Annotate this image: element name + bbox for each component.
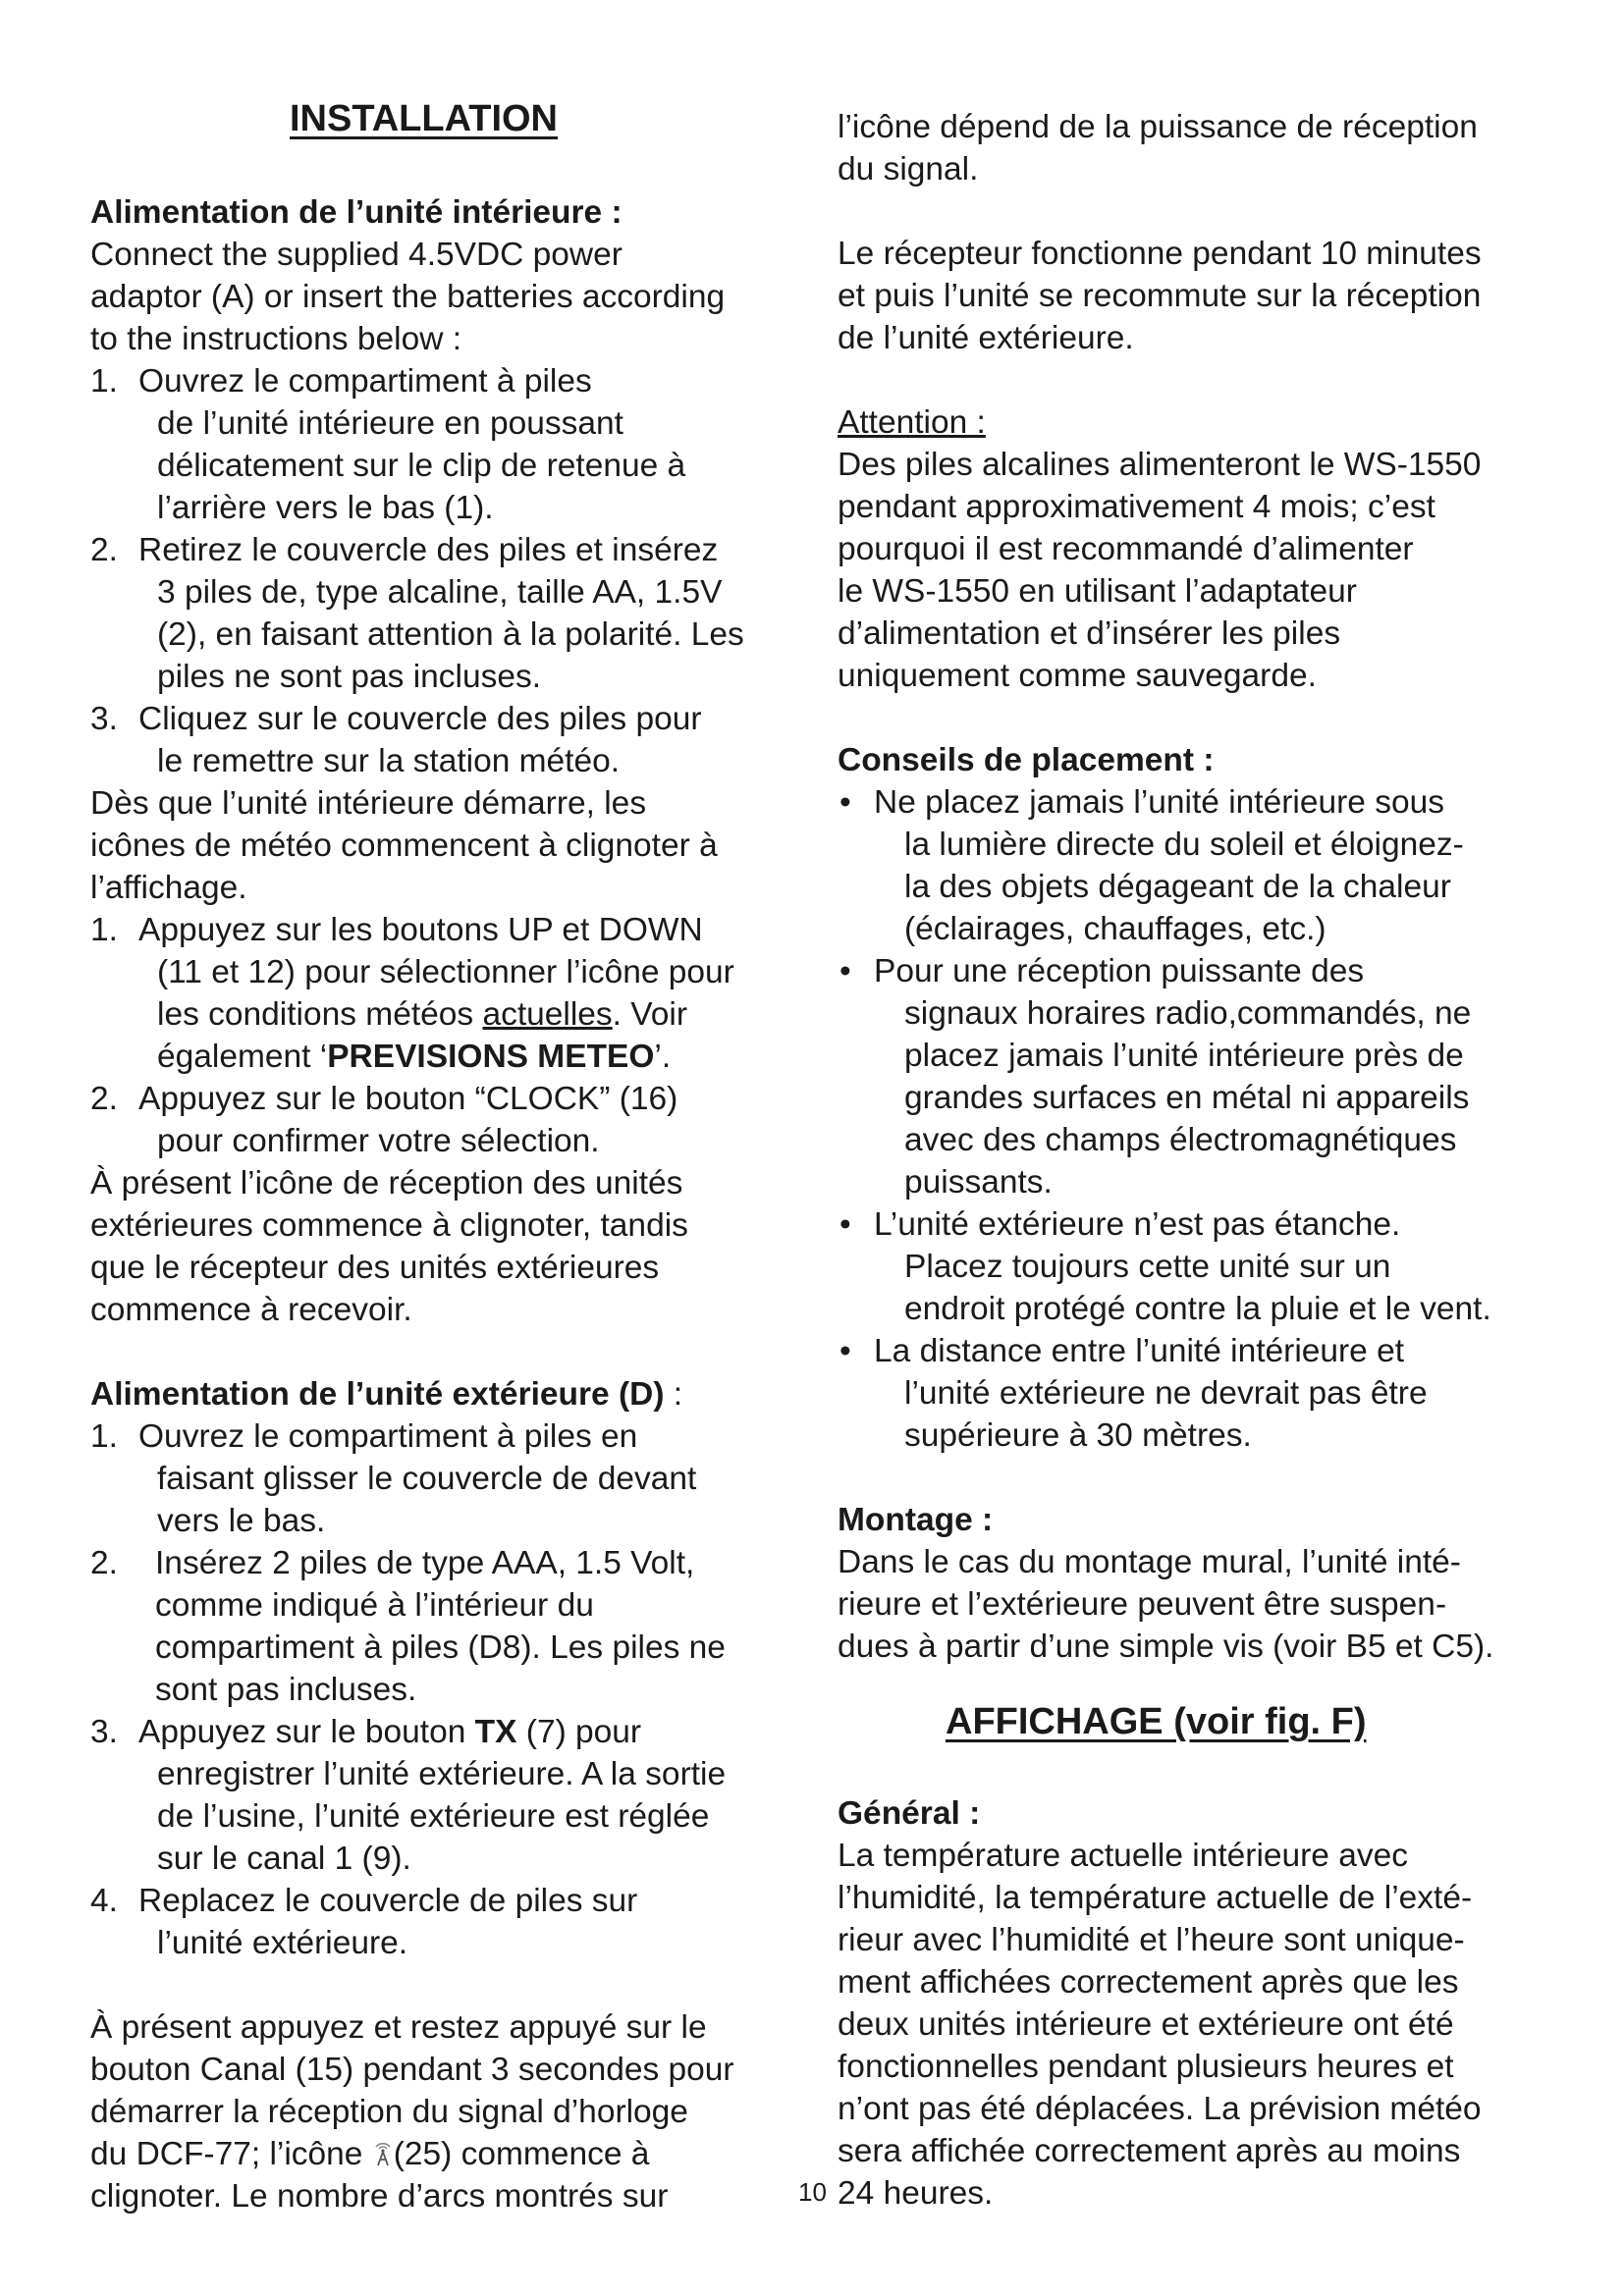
- indoor-step2-2: 2. Appuyez sur le bouton “CLOCK” (16): [90, 1078, 677, 1120]
- indoor-step2-1-cont: les conditions météos actuelles. Voir: [157, 996, 688, 1033]
- reception-cont-line: du signal.: [838, 151, 979, 187]
- attention-line: pendant approximativement 4 mois; c’est: [838, 489, 1435, 525]
- indoor-para-2: l’affichage.: [90, 870, 247, 906]
- affichage-title: AFFICHAGE (voir fig. F): [946, 1701, 1367, 1742]
- indoor-step-2: 2. Retirez le couvercle des piles et insérez: [90, 529, 718, 571]
- placement-bullet-2-cont: avec des champs électromagnétiques: [904, 1122, 1457, 1158]
- placement-bullet-1-cont: la des objets dégageant de la chaleur: [904, 869, 1451, 905]
- general-heading: Général :: [838, 1795, 981, 1832]
- general-line: l’humidité, la température actuelle de l’exté-: [838, 1880, 1473, 1916]
- clock-reception-para: démarrer la réception du signal d’horloge: [90, 2094, 688, 2130]
- receiver-para: et puis l’unité se recommute sur la réception: [838, 278, 1482, 314]
- placement-bullet-2-cont: placez jamais l’unité intérieure près de: [904, 1038, 1464, 1074]
- general-line: sera affichée correctement après au moins: [838, 2133, 1461, 2169]
- indoor-para-2: icônes de météo commencent à clignoter à: [90, 828, 718, 864]
- outdoor-step-4: 4. Replacez le couvercle de piles sur: [90, 1880, 637, 1922]
- montage-heading: Montage :: [838, 1502, 994, 1538]
- antenna-reception-icon: [372, 2137, 394, 2166]
- placement-bullet-4-cont: supérieure à 30 mètres.: [904, 1417, 1252, 1454]
- indoor-step2-1-cont: également ‘PREVISIONS METEO’.: [157, 1039, 672, 1075]
- placement-bullet-3: • L’unité extérieure n’est pas étanche.: [838, 1203, 1400, 1246]
- outdoor-step-2-cont: sont pas incluses.: [155, 1672, 417, 1708]
- indoor-step-1-cont: l’arrière vers le bas (1).: [157, 490, 494, 526]
- placement-bullet-3-cont: Placez toujours cette unité sur un: [904, 1249, 1391, 1285]
- placement-bullet-2-cont: signaux horaires radio,commandés, ne: [904, 995, 1472, 1032]
- tx-button-label: TX: [474, 1714, 517, 1750]
- outdoor-step-2-cont: compartiment à piles (D8). Les piles ne: [155, 1629, 726, 1666]
- montage-line: Dans le cas du montage mural, l’unité inté-: [838, 1544, 1461, 1580]
- indoor-step-2-cont: piles ne sont pas incluses.: [157, 659, 542, 695]
- indoor-intro-line: to the instructions below :: [90, 321, 462, 357]
- attention-line: le WS-1550 en utilisant l’adaptateur: [838, 573, 1357, 610]
- indoor-step2-1: 1. Appuyez sur les boutons UP et DOWN: [90, 909, 703, 951]
- outdoor-step-1-cont: vers le bas.: [157, 1503, 326, 1539]
- outdoor-step-3: 3. Appuyez sur le bouton TX (7) pour: [90, 1711, 641, 1753]
- reception-cont-line: l’icône dépend de la puissance de réception: [838, 109, 1478, 145]
- indoor-step-2-cont: (2), en faisant attention à la polarité. Les: [157, 616, 744, 653]
- indoor-step2-1-cont: (11 et 12) pour sélectionner l’icône pour: [157, 954, 734, 990]
- general-line: La température actuelle intérieure avec: [838, 1838, 1408, 1874]
- placement-bullet-2: • Pour une réception puissante des: [838, 950, 1364, 992]
- bullet-icon: •: [839, 953, 851, 989]
- placement-bullet-1: • Ne placez jamais l’unité intérieure sous: [838, 781, 1444, 824]
- placement-bullet-2-cont: puissants.: [904, 1164, 1053, 1201]
- indoor-para-3: commence à recevoir.: [90, 1292, 412, 1328]
- outdoor-step-1: 1. Ouvrez le compartiment à piles en: [90, 1415, 637, 1458]
- underlined-word: actuelles: [482, 996, 613, 1033]
- indoor-step2-2-cont: pour confirmer votre sélection.: [157, 1123, 600, 1159]
- attention-line: d’alimentation et d’insérer les piles: [838, 615, 1341, 652]
- placement-bullet-1-cont: la lumière directe du soleil et éloignez-: [904, 827, 1464, 863]
- indoor-step-1-cont: de l’unité intérieure en poussant: [157, 405, 623, 442]
- indoor-para-2: Dès que l’unité intérieure démarre, les: [90, 785, 647, 822]
- step-number: 2.: [90, 532, 118, 568]
- step-number: 1.: [90, 912, 118, 948]
- step-number: 1.: [90, 1418, 118, 1455]
- outdoor-step-2-cont: comme indiqué à l’intérieur du: [155, 1587, 594, 1624]
- general-line: 24 heures.: [838, 2175, 994, 2212]
- clock-reception-para: clignoter. Le nombre d’arcs montrés sur: [90, 2178, 669, 2215]
- indoor-power-heading: Alimentation de l’unité intérieure :: [90, 194, 623, 231]
- page-number: 10: [798, 2177, 827, 2207]
- indoor-step-3: 3. Cliquez sur le couvercle des piles pour: [90, 698, 702, 740]
- general-line: n’ont pas été déplacées. La prévision météo: [838, 2091, 1482, 2127]
- indoor-intro-line: adaptor (A) or insert the batteries according: [90, 279, 726, 315]
- bullet-icon: •: [839, 784, 851, 821]
- montage-line: dues à partir d’une simple vis (voir B5 et C5).: [838, 1629, 1494, 1665]
- outdoor-step-3-cont: de l’usine, l’unité extérieure est réglée: [157, 1798, 710, 1835]
- general-line: rieur avec l’humidité et l’heure sont unique-: [838, 1922, 1465, 1958]
- forecast-reference: PREVISIONS METEO: [327, 1039, 655, 1075]
- indoor-step-2-cont: 3 piles de, type alcaline, taille AA, 1.5V: [157, 574, 723, 611]
- montage-line: rieure et l’extérieure peuvent être suspen-: [838, 1586, 1447, 1623]
- indoor-para-3: extérieures commence à clignoter, tandis: [90, 1207, 688, 1244]
- step-number: 1.: [90, 363, 118, 400]
- placement-bullet-2-cont: grandes surfaces en métal ni appareils: [904, 1080, 1470, 1116]
- indoor-intro-line: Connect the supplied 4.5VDC power: [90, 237, 623, 273]
- outdoor-step-3-cont: sur le canal 1 (9).: [157, 1841, 411, 1877]
- outdoor-step-2: 2. Insérez 2 piles de type AAA, 1.5 Volt,: [90, 1542, 694, 1584]
- step-number: 3.: [90, 1714, 118, 1750]
- installation-title: INSTALLATION: [290, 98, 558, 139]
- indoor-step-1-cont: délicatement sur le clip de retenue à: [157, 448, 686, 484]
- attention-label: Attention :: [838, 404, 986, 441]
- clock-reception-para: bouton Canal (15) pendant 3 secondes pour: [90, 2052, 734, 2088]
- general-line: fonctionnelles pendant plusieurs heures et: [838, 2049, 1454, 2085]
- clock-reception-para: du DCF-77; l’icône (25) commence à: [90, 2136, 650, 2172]
- placement-bullet-1-cont: (éclairages, chauffages, etc.): [904, 911, 1326, 947]
- placement-bullet-4: • La distance entre l’unité intérieure et: [838, 1330, 1404, 1372]
- step-number: 3.: [90, 701, 118, 737]
- outdoor-power-heading: Alimentation de l’unité extérieure (D) :: [90, 1376, 683, 1413]
- clock-reception-para: À présent appuyez et restez appuyé sur le: [90, 2009, 707, 2046]
- step-number: 2.: [90, 1545, 118, 1581]
- step-number: 2.: [90, 1081, 118, 1117]
- placement-heading: Conseils de placement :: [838, 742, 1215, 778]
- outdoor-step-3-cont: enregistrer l’unité extérieure. A la sortie: [157, 1756, 727, 1792]
- bullet-icon: •: [839, 1206, 851, 1243]
- attention-line: uniquement comme sauvegarde.: [838, 658, 1317, 694]
- indoor-step-1: 1. Ouvrez le compartiment à piles: [90, 360, 592, 402]
- attention-line: Des piles alcalines alimenteront le WS-1550: [838, 447, 1482, 483]
- placement-bullet-3-cont: endroit protégé contre la pluie et le vent.: [904, 1291, 1491, 1327]
- bullet-icon: •: [839, 1333, 851, 1369]
- step-number: 4.: [90, 1883, 118, 1919]
- indoor-para-3: que le récepteur des unités extérieures: [90, 1250, 660, 1286]
- indoor-para-3: À présent l’icône de réception des unités: [90, 1165, 683, 1201]
- general-line: ment affichées correctement après que les: [838, 1964, 1459, 2001]
- outdoor-step-4-cont: l’unité extérieure.: [157, 1925, 408, 1961]
- general-line: deux unités intérieure et extérieure ont été: [838, 2006, 1454, 2043]
- receiver-para: Le récepteur fonctionne pendant 10 minutes: [838, 236, 1482, 272]
- receiver-para: de l’unité extérieure.: [838, 320, 1134, 356]
- placement-bullet-4-cont: l’unité extérieure ne devrait pas être: [904, 1375, 1428, 1412]
- outdoor-step-1-cont: faisant glisser le couvercle de devant: [157, 1461, 697, 1497]
- attention-line: pourquoi il est recommandé d’alimenter: [838, 531, 1414, 567]
- indoor-step-3-cont: le remettre sur la station météo.: [157, 743, 621, 779]
